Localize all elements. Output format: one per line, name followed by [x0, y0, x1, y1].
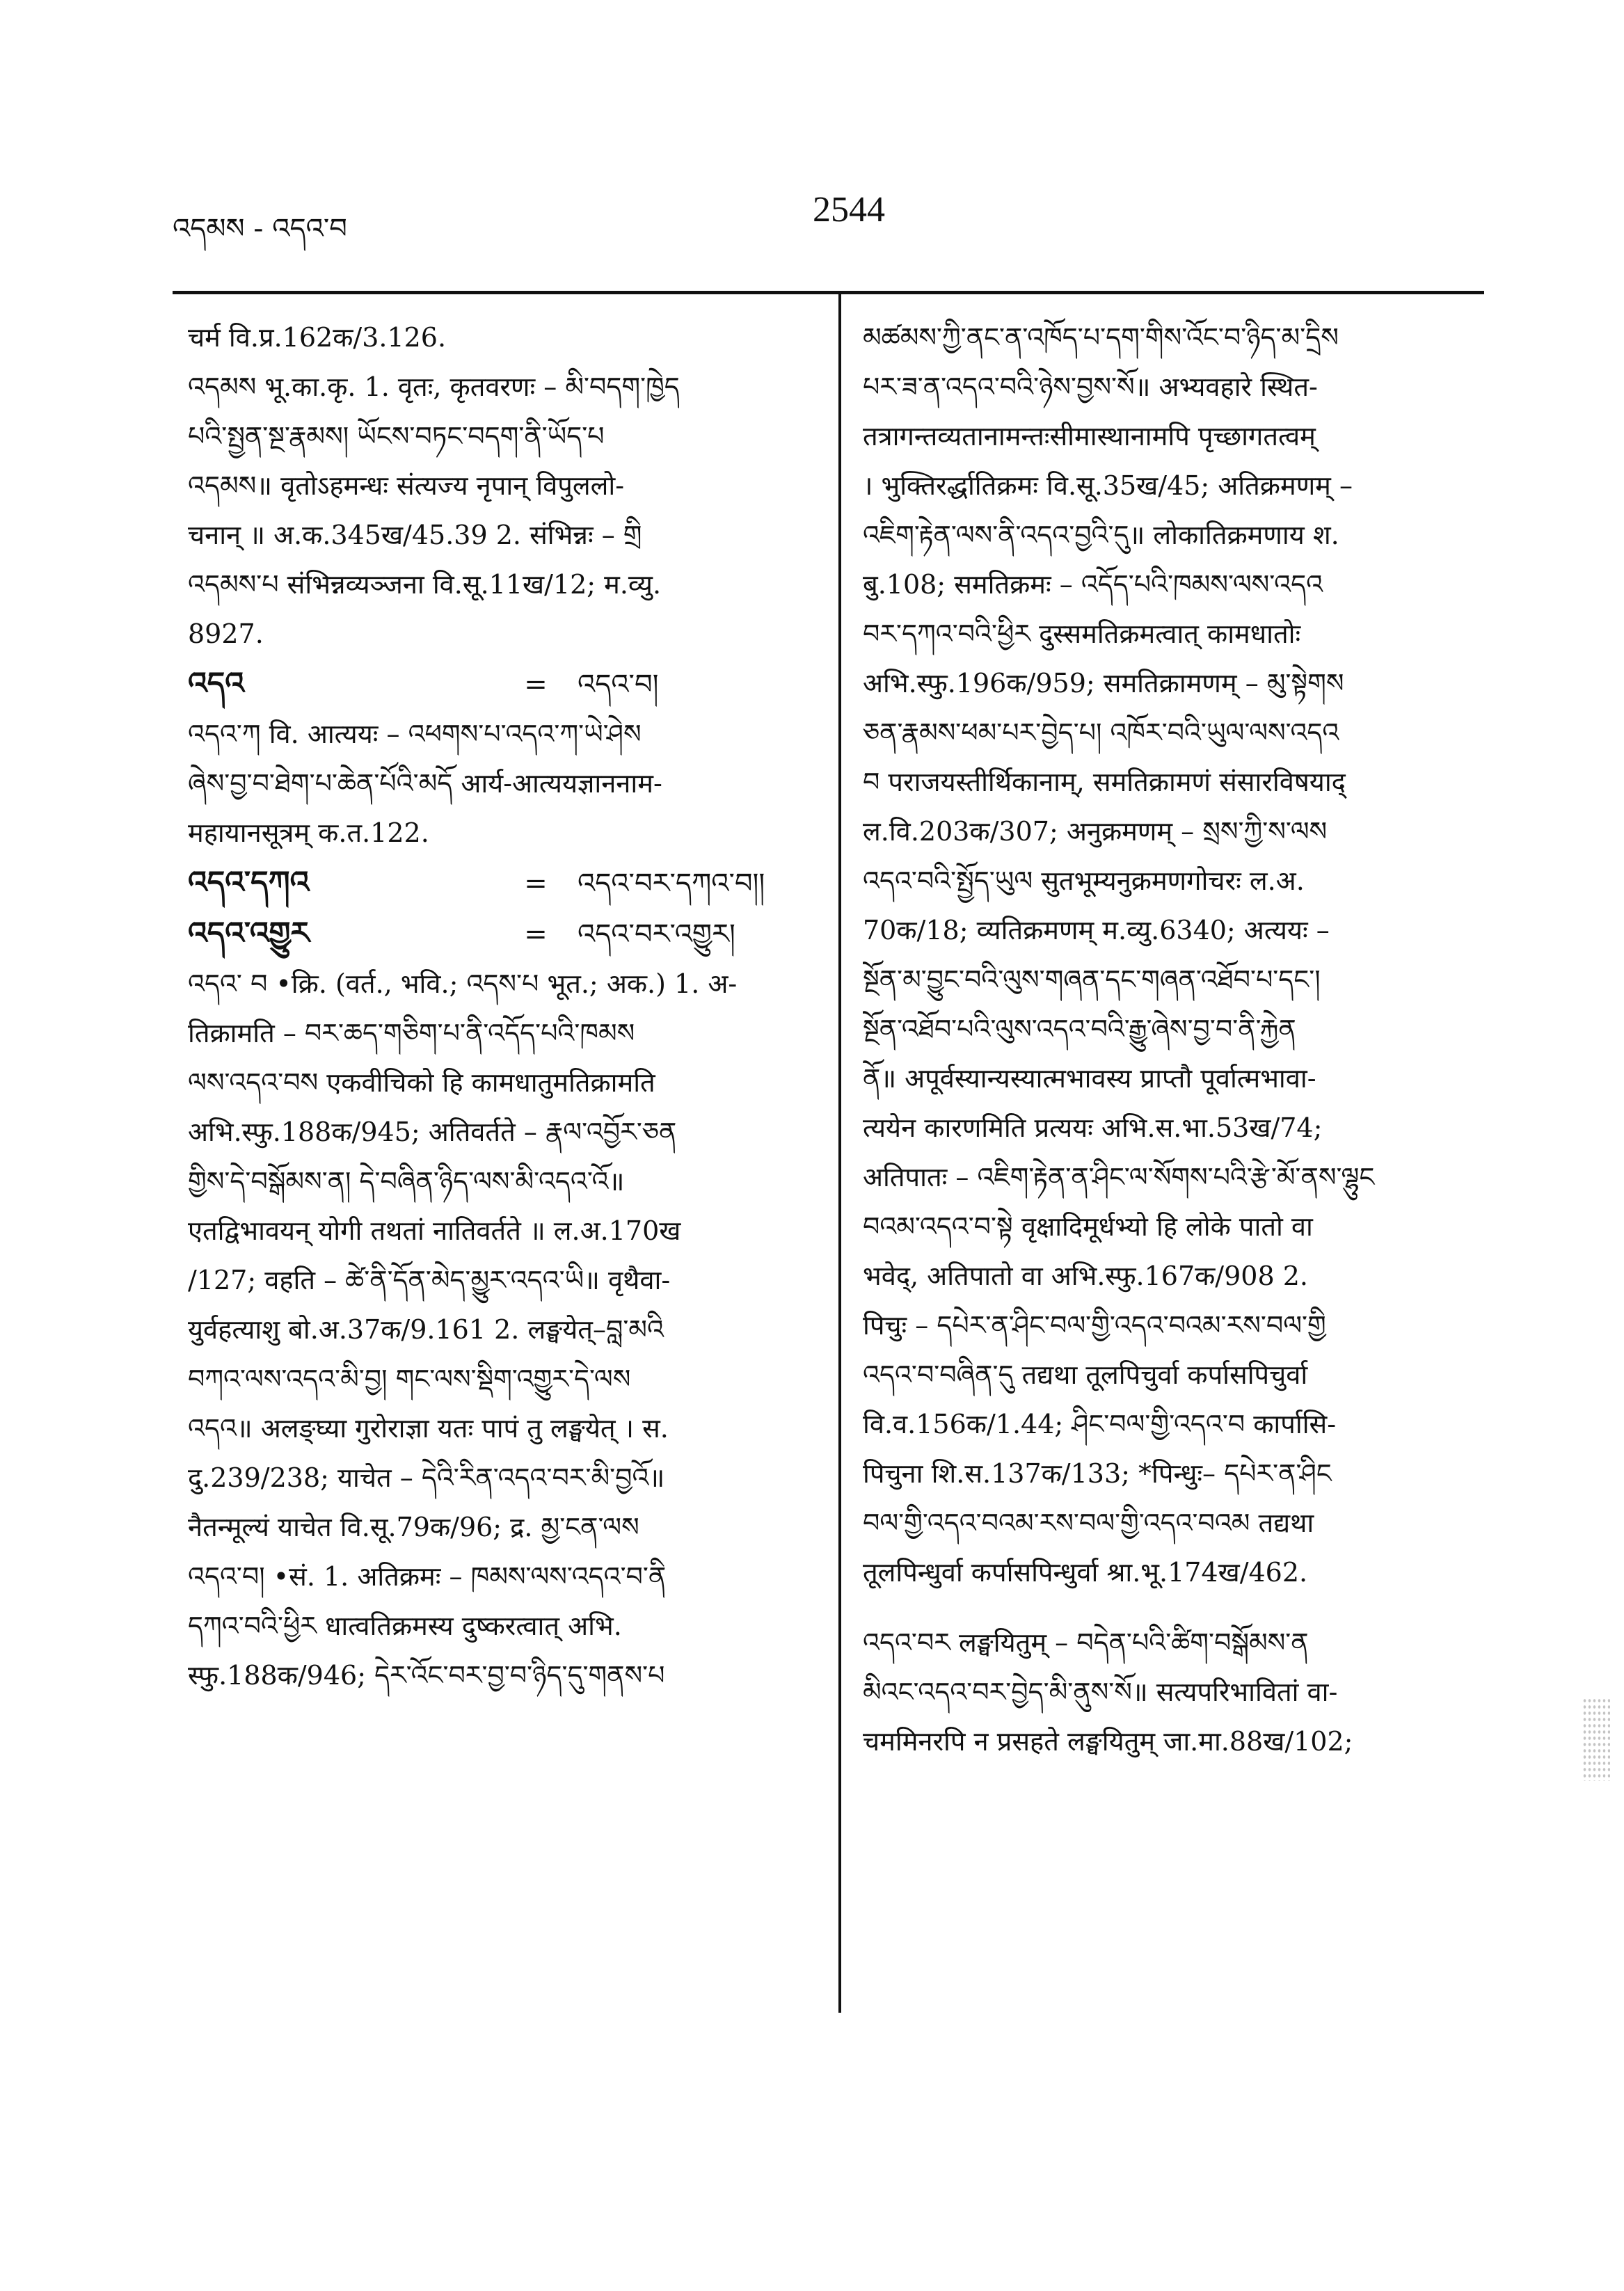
entry-line: पिचुना शि.स.137क/133; *पिन्धुः– དཔེར་ན་ཤིང	[863, 1458, 1332, 1489]
entry-line: ཅན་རྣམས་ཕམ་པར་བྱེད་པ། འཁོར་བའི་ཡུལ་ལས་འདའ	[863, 717, 1339, 748]
entry-line: भवेद्, अतिपातो वा अभि.स्फु.167क/908 2.	[863, 1261, 1308, 1291]
entry-line: འཇིག་རྟེན་ལས་ནི་འདའ་བྱའི་དུ॥ लोकातिक्रमणाय श.	[863, 520, 1339, 550]
scan-noise	[1582, 1698, 1610, 1781]
cross-reference-target: འདའ་བར་དཀའ་བ།།	[578, 868, 765, 900]
right-column	[863, 313, 1482, 1766]
entry-line: वि.व.156क/1.44; ཤིང་བལ་གྱི་འདའ་བ कार्पासि-	[863, 1409, 1337, 1439]
entry-line: युर्वहत्याशु बो.अ.37क/9.161 2. लङ्घयेत्–བླ་མའི	[188, 1314, 664, 1345]
headword: འདའ་འགྱུར	[188, 916, 310, 951]
entry-line: दु.239/238; याचेत – དེའི་རིན་འདའ་བར་མི་བྱའོ॥	[188, 1462, 665, 1493]
entry-line: སྔོན་མ་བྱུང་བའི་ལུས་གཞན་དང་གཞན་འཐོབ་པ་དང་།	[863, 964, 1321, 995]
entry-line: འདམས་པ संभिन्नव्यञ्जना वि.सू.11ख/12; म.व्यु.	[188, 569, 662, 600]
entry-line: འདའ་བར लङ्घयितुम् – བདེན་པའི་ཚིག་བསྒོམས་ན	[863, 1627, 1309, 1658]
cross-reference-entry	[188, 659, 818, 710]
dictionary-entry	[863, 313, 1482, 1597]
entry-line: འདའ॥ अलङ्घ्या गुरोराज्ञा यतः पापं तु लङ्घयेत् । स.	[188, 1413, 669, 1444]
entry-line: ल.वि.203क/307; अनुक्रमणम् – སྲས་ཀྱི་ས་ལས	[863, 816, 1328, 847]
entry-line: པར་ཟ་ན་འདའ་བའི་ཉེས་བྱས་སོ॥ अभ्यवहारे स्थित-	[863, 372, 1318, 402]
entry-line: 8927.	[188, 618, 264, 649]
entry-line: । भुक्तिरर्द्धातिक्रमः वि.सू.35ख/45; अतिक्रमणम् –	[863, 470, 1353, 501]
entry-line: पिचुः – དཔེར་ན་ཤིང་བལ་གྱི་འདའ་བའམ་རས་བལ་གྱི	[863, 1310, 1326, 1341]
entry-line: བཀའ་ལས་འདའ་མི་བྱ། གང་ལས་སྡིག་འགྱུར་དེ་ལས	[188, 1364, 631, 1394]
entry-line: एतद्विभावयन् योगी तथतां नातिवर्तते ॥ ल.अ.170ख	[188, 1215, 681, 1246]
dictionary-entry	[863, 1618, 1482, 1766]
entry-line: འདའ་བའི་སྤྱོད་ཡུལ सुतभूम्यनुक्रमणगोचरः ल.अ.	[863, 865, 1305, 896]
equals-sign: =	[524, 918, 548, 950]
entry-line: བའམ་འདའ་བ་སྟེ वृक्षादिमूर्धभ्यो हि लोके पातो वा	[863, 1211, 1313, 1242]
entry-line: འདའ་ བ •क्रि. (वर्त., भवि.; འདས་པ भूत.; अक.) 1. अ-	[188, 968, 738, 999]
entry-line: 70क/18; व्यतिक्रमणम् म.व्यु.6340; अत्ययः –	[863, 915, 1330, 945]
headword: འདའ	[188, 666, 244, 701]
entry-line: བར་དཀའ་བའི་ཕྱིར दुस्समतिक्रमत्वात् कामधातोः	[863, 618, 1301, 649]
entry-line: महायानसूत्रम् क.त.122.	[188, 817, 429, 848]
dictionary-entry	[188, 710, 818, 858]
entry-line: अभि.स्फु.196क/959; समतिक्रामणम् – མུ་སྟེགས	[863, 668, 1344, 699]
headword: འདའ་དཀའ	[188, 865, 310, 900]
entry-line: /127; वहति – ཚེ་ནི་དོན་མེད་མྱུར་འདའ་ཡི॥ वृथैवा-	[188, 1265, 671, 1295]
cross-reference-target: འདའ་བར་འགྱུར།	[578, 918, 735, 950]
header-rule	[173, 291, 1484, 294]
equals-sign: =	[524, 868, 548, 900]
page-number: 2544	[813, 190, 885, 230]
entry-line: तूलपिन्धुर्वा कर्पासपिन्धुर्वा श्रा.भू.174ख/462.	[863, 1557, 1308, 1588]
entry-line: अभि.स्फु.188क/945; अतिवर्तते – རྣལ་འབྱོར་ཅན	[188, 1117, 677, 1147]
dictionary-entry	[188, 362, 818, 659]
entry-line: त्ययेन कारणमिति प्रत्ययः अभि.स.भा.53ख/74;	[863, 1112, 1323, 1143]
entry-line: नैतन्मूल्यं याचेत वि.सू.79क/96; द्र. མྱ་ངན་ལས	[188, 1512, 639, 1542]
entry-line: སྔོན་འཐོབ་པའི་ལུས་འདའ་བའི་རྒྱུ་ཞེས་བྱ་བ་ནི་རྐྱེན	[863, 1014, 1296, 1044]
entry-line: चनान् ॥ अ.क.345ख/45.39 2. संभिन्नः – གྲི	[188, 520, 642, 550]
entry-line: འདམས॥ वृतोऽहमन्धः संत्यज्य नृपान् विपुललो-	[188, 470, 625, 501]
entry-line: འདམས भू.का.कृ. 1. वृतः, कृतवरणः – མི་བདག་ཁྱེད	[188, 372, 680, 402]
running-head: འདམས - འདའ་བ	[173, 213, 347, 245]
entry-line: བ पराजयस्तीर्थिकानाम्, समतिक्रामणं संसारविषयाद्	[863, 767, 1346, 797]
continuation-text	[188, 313, 818, 362]
entry-line: तत्रागन्तव्यतानामन्तःसीमास्थानामपि पृच्छागतत्वम्	[863, 421, 1316, 452]
entry-line: འདའ་ཀ वि. आत्ययः – འཕགས་པ་འདའ་ཀ་ཡེ་ཤེས	[188, 719, 642, 749]
entry-line: चर्म वि.प्र.162क/3.126.	[188, 322, 447, 353]
entry-line: बु.108; समतिक्रमः – འདོད་པའི་ཁམས་ལས་འདའ	[863, 569, 1323, 600]
entry-line: གྱིས་དེ་བསྒོམས་ན། དེ་བཞིན་ཉིད་ལས་མི་འདའ་འོ॥	[188, 1166, 625, 1197]
entry-line: བལ་གྱི་འདའ་བའམ་རས་བལ་གྱི་འདའ་བའམ तद्यथा	[863, 1508, 1314, 1538]
entry-line: अतिपातः – འཇིག་རྟེན་ན་ཤིང་ལ་སོགས་པའི་རྩེ་མོ་ནས་ལྷུང	[863, 1162, 1375, 1192]
entry-line: चममिनरपि न प्रसहते लङ्घयितुम् जा.मा.88ख/102;	[863, 1726, 1353, 1757]
entry-line: ནོ॥ अपूर्वस्यान्यस्यात्मभावस्य प्राप्तौ पूर्वात्मभावा-	[863, 1063, 1316, 1094]
entry-line: མཚམས་ཀྱི་ནང་ན་འཁོད་པ་དག་གིས་འོང་བ་ཉིད་མ་དྲིས	[863, 322, 1339, 353]
entry-line: འདའ་བ་བཞིན་དུ तद्यथा तूलपिचुर्वा कर्पासपिचुर्वा	[863, 1359, 1308, 1390]
cross-reference-target: འདའ་བ།	[578, 669, 659, 701]
entry-line: འདའ་བ། •सं. 1. अतिक्रमः – ཁམས་ལས་འདའ་བ་ནི	[188, 1561, 667, 1592]
left-column	[188, 313, 818, 1700]
entry-line: तिक्रामति – བར་ཆད་གཅིག་པ་ནི་འདོད་པའི་ཁམས	[188, 1018, 635, 1048]
column-divider	[838, 291, 841, 2013]
entry-line: स्फु.188क/946; དེར་འོང་བར་བྱ་བ་ཉིད་དུ་གནས་པ	[188, 1660, 665, 1691]
entry-line: ལས་འདའ་བས एकवीचिको हि कामधातुमतिक्रामति	[188, 1067, 655, 1098]
entry-line: པའི་སྤྱན་སྔ་རྣམས། ཡོངས་བཏང་བདག་ནི་ཡོད་པ	[188, 421, 605, 452]
dictionary-entry	[188, 959, 818, 1700]
cross-reference-entry	[188, 909, 818, 959]
cross-reference-entry	[188, 858, 818, 909]
entry-line: ཞེས་བྱ་བ་ཐེག་པ་ཆེན་པོའི་མདོ आर्य-आत्ययज्ञाननाम-	[188, 768, 662, 799]
entry-line: དཀའ་བའི་ཕྱིར धात्वतिक्रमस्य दुष्करत्वात् अभि.	[188, 1611, 622, 1641]
entry-line: མིའང་འདའ་བར་བྱེད་མི་ནུས་སོ॥ सत्यपरिभावितां वा-	[863, 1677, 1338, 1707]
equals-sign: =	[524, 669, 548, 701]
